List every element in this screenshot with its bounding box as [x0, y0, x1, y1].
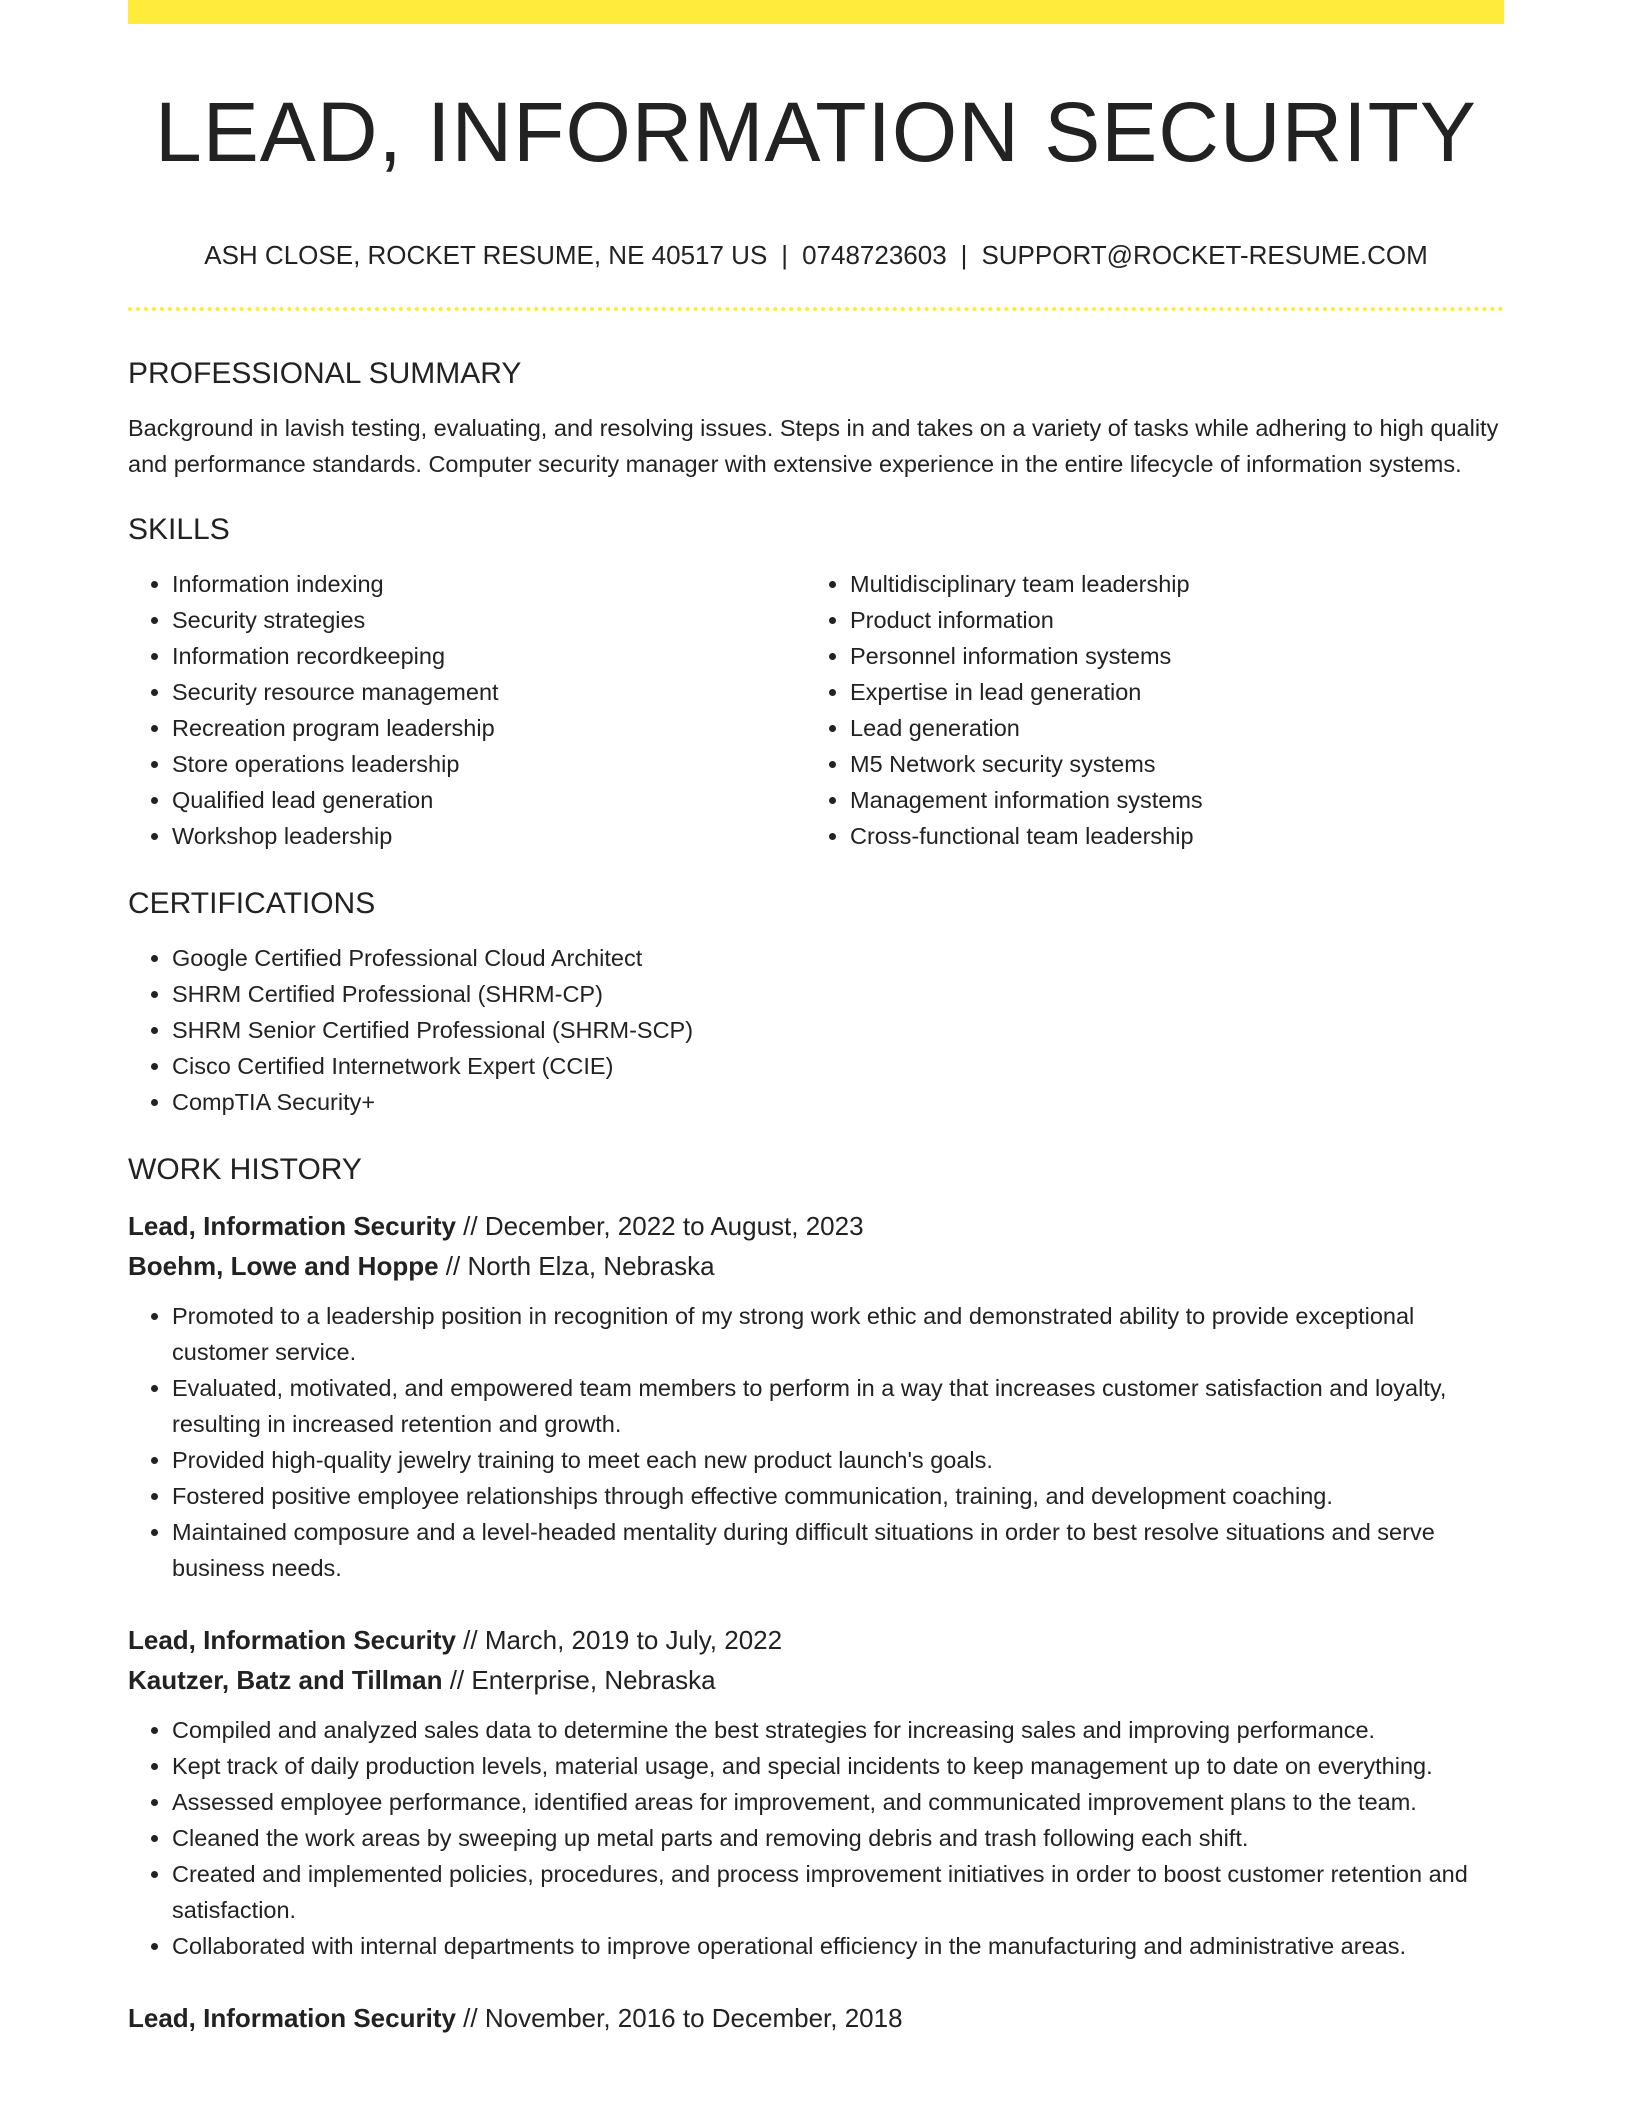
resume-name: LEAD, INFORMATION SECURITY: [155, 85, 1477, 179]
job-bullets: [128, 1298, 1504, 1586]
job-entry: [128, 1206, 1504, 1586]
skill-item: • Security resource management: [172, 674, 806, 710]
skill-item: • Security strategies: [172, 602, 806, 638]
job-title-line: [128, 1998, 1504, 2038]
job-dates: // December, 2022 to August, 2023: [455, 1211, 864, 1241]
skill-item: • Personnel information systems: [850, 638, 1484, 674]
job-bullet: • Compiled and analyzed sales data to determine the best strategies for increasing sales and improving performance.: [172, 1712, 1504, 1748]
contact-address: ASH CLOSE, ROCKET RESUME, NE 40517 US: [204, 240, 768, 270]
summary-text: Background in lavish testing, evaluating, and resolving issues. Steps in and takes on a variety of tasks while adhering to high quality and performance standards. Computer security manager with extensive experience in the entire lifecycle of information systems.: [128, 415, 1499, 477]
skill-item: • Information recordkeeping: [172, 638, 806, 674]
dotted-divider: [128, 307, 1504, 311]
job-company-line: [128, 1660, 1504, 1700]
certification-item: • SHRM Senior Certified Professional (SHRM-SCP): [172, 1012, 1504, 1048]
job-bullets: [128, 1712, 1504, 1964]
contact-line: [128, 237, 1504, 273]
job-location: // Enterprise, Nebraska: [442, 1665, 716, 1695]
skill-item: • Lead generation: [850, 710, 1484, 746]
skill-item: • Management information systems: [850, 782, 1484, 818]
skills-list-left: [128, 566, 806, 854]
skill-item: • Cross-functional team leadership: [850, 818, 1484, 854]
resume-sections: [128, 352, 1504, 2038]
job-bullet: • Collaborated with internal departments to improve operational efficiency in the manufacturing and administrative areas.: [172, 1928, 1504, 1964]
professional-summary-section: [128, 352, 1504, 482]
certifications-list: [128, 940, 1504, 1120]
job-role: Lead, Information Security: [128, 1625, 456, 1655]
section-title-summary: PROFESSIONAL SUMMARY: [128, 357, 522, 390]
job-bullet: • Created and implemented policies, procedures, and process improvement initiatives in order to boost customer retention and satisfaction.: [172, 1856, 1504, 1928]
certifications-section: [128, 882, 1504, 1120]
job-bullet: • Promoted to a leadership position in recognition of my strong work ethic and demonstrated ability to provide exceptional customer service.: [172, 1298, 1504, 1370]
skill-item: • Information indexing: [172, 566, 806, 602]
skills-list-right: [806, 566, 1484, 854]
skill-item: • Workshop leadership: [172, 818, 806, 854]
contact-separator: |: [960, 240, 968, 270]
job-entry: [128, 1998, 1504, 2038]
certification-item: • Cisco Certified Internetwork Expert (CCIE): [172, 1048, 1504, 1084]
job-company-line: [128, 1246, 1504, 1286]
job-title-line: [128, 1620, 1504, 1660]
section-title-skills: SKILLS: [128, 513, 230, 546]
job-bullet: • Kept track of daily production levels, material usage, and special incidents to keep management up to date on everything.: [172, 1748, 1504, 1784]
certification-item: • SHRM Certified Professional (SHRM-CP): [172, 976, 1504, 1012]
skill-item: • M5 Network security systems: [850, 746, 1484, 782]
job-dates: // November, 2016 to December, 2018: [455, 2003, 903, 2033]
contact-separator: |: [781, 240, 789, 270]
job-location: // North Elza, Nebraska: [438, 1251, 715, 1281]
section-title-certifications: CERTIFICATIONS: [128, 887, 376, 920]
skill-item: • Expertise in lead generation: [850, 674, 1484, 710]
skill-item: • Qualified lead generation: [172, 782, 806, 818]
job-company: Kautzer, Batz and Tillman: [128, 1665, 443, 1695]
job-bullet: • Fostered positive employee relationships through effective communication, training, and development coaching.: [172, 1478, 1504, 1514]
contact-email: SUPPORT@ROCKET-RESUME.COM: [981, 240, 1428, 270]
work-history-section: [128, 1148, 1504, 2038]
skill-item: • Recreation program leadership: [172, 710, 806, 746]
job-dates: // March, 2019 to July, 2022: [455, 1625, 783, 1655]
accent-top-bar: [128, 0, 1504, 24]
skill-item: • Multidisciplinary team leadership: [850, 566, 1484, 602]
job-title-line: [128, 1206, 1504, 1246]
certification-item: • Google Certified Professional Cloud Architect: [172, 940, 1504, 976]
skills-grid: [128, 566, 1504, 854]
skill-item: • Product information: [850, 602, 1484, 638]
job-bullet: • Cleaned the work areas by sweeping up metal parts and removing debris and trash following each shift.: [172, 1820, 1504, 1856]
skill-item: • Store operations leadership: [172, 746, 806, 782]
job-bullet: • Provided high-quality jewelry training to meet each new product launch's goals.: [172, 1442, 1504, 1478]
job-bullet: • Maintained composure and a level-headed mentality during difficult situations in order to best resolve situations and serve business needs.: [172, 1514, 1504, 1586]
contact-phone: 0748723603: [802, 240, 947, 270]
job-company: Boehm, Lowe and Hoppe: [128, 1251, 439, 1281]
skills-section: [128, 508, 1504, 854]
section-title-work-history: WORK HISTORY: [128, 1153, 362, 1186]
job-role: Lead, Information Security: [128, 2003, 456, 2033]
job-bullet: • Assessed employee performance, identified areas for improvement, and communicated improvement plans to the team.: [172, 1784, 1504, 1820]
job-bullet: • Evaluated, motivated, and empowered team members to perform in a way that increases customer satisfaction and loyalty, resulting in increased retention and growth.: [172, 1370, 1504, 1442]
certification-item: • CompTIA Security+: [172, 1084, 1504, 1120]
job-entry: [128, 1620, 1504, 1964]
job-role: Lead, Information Security: [128, 1211, 456, 1241]
